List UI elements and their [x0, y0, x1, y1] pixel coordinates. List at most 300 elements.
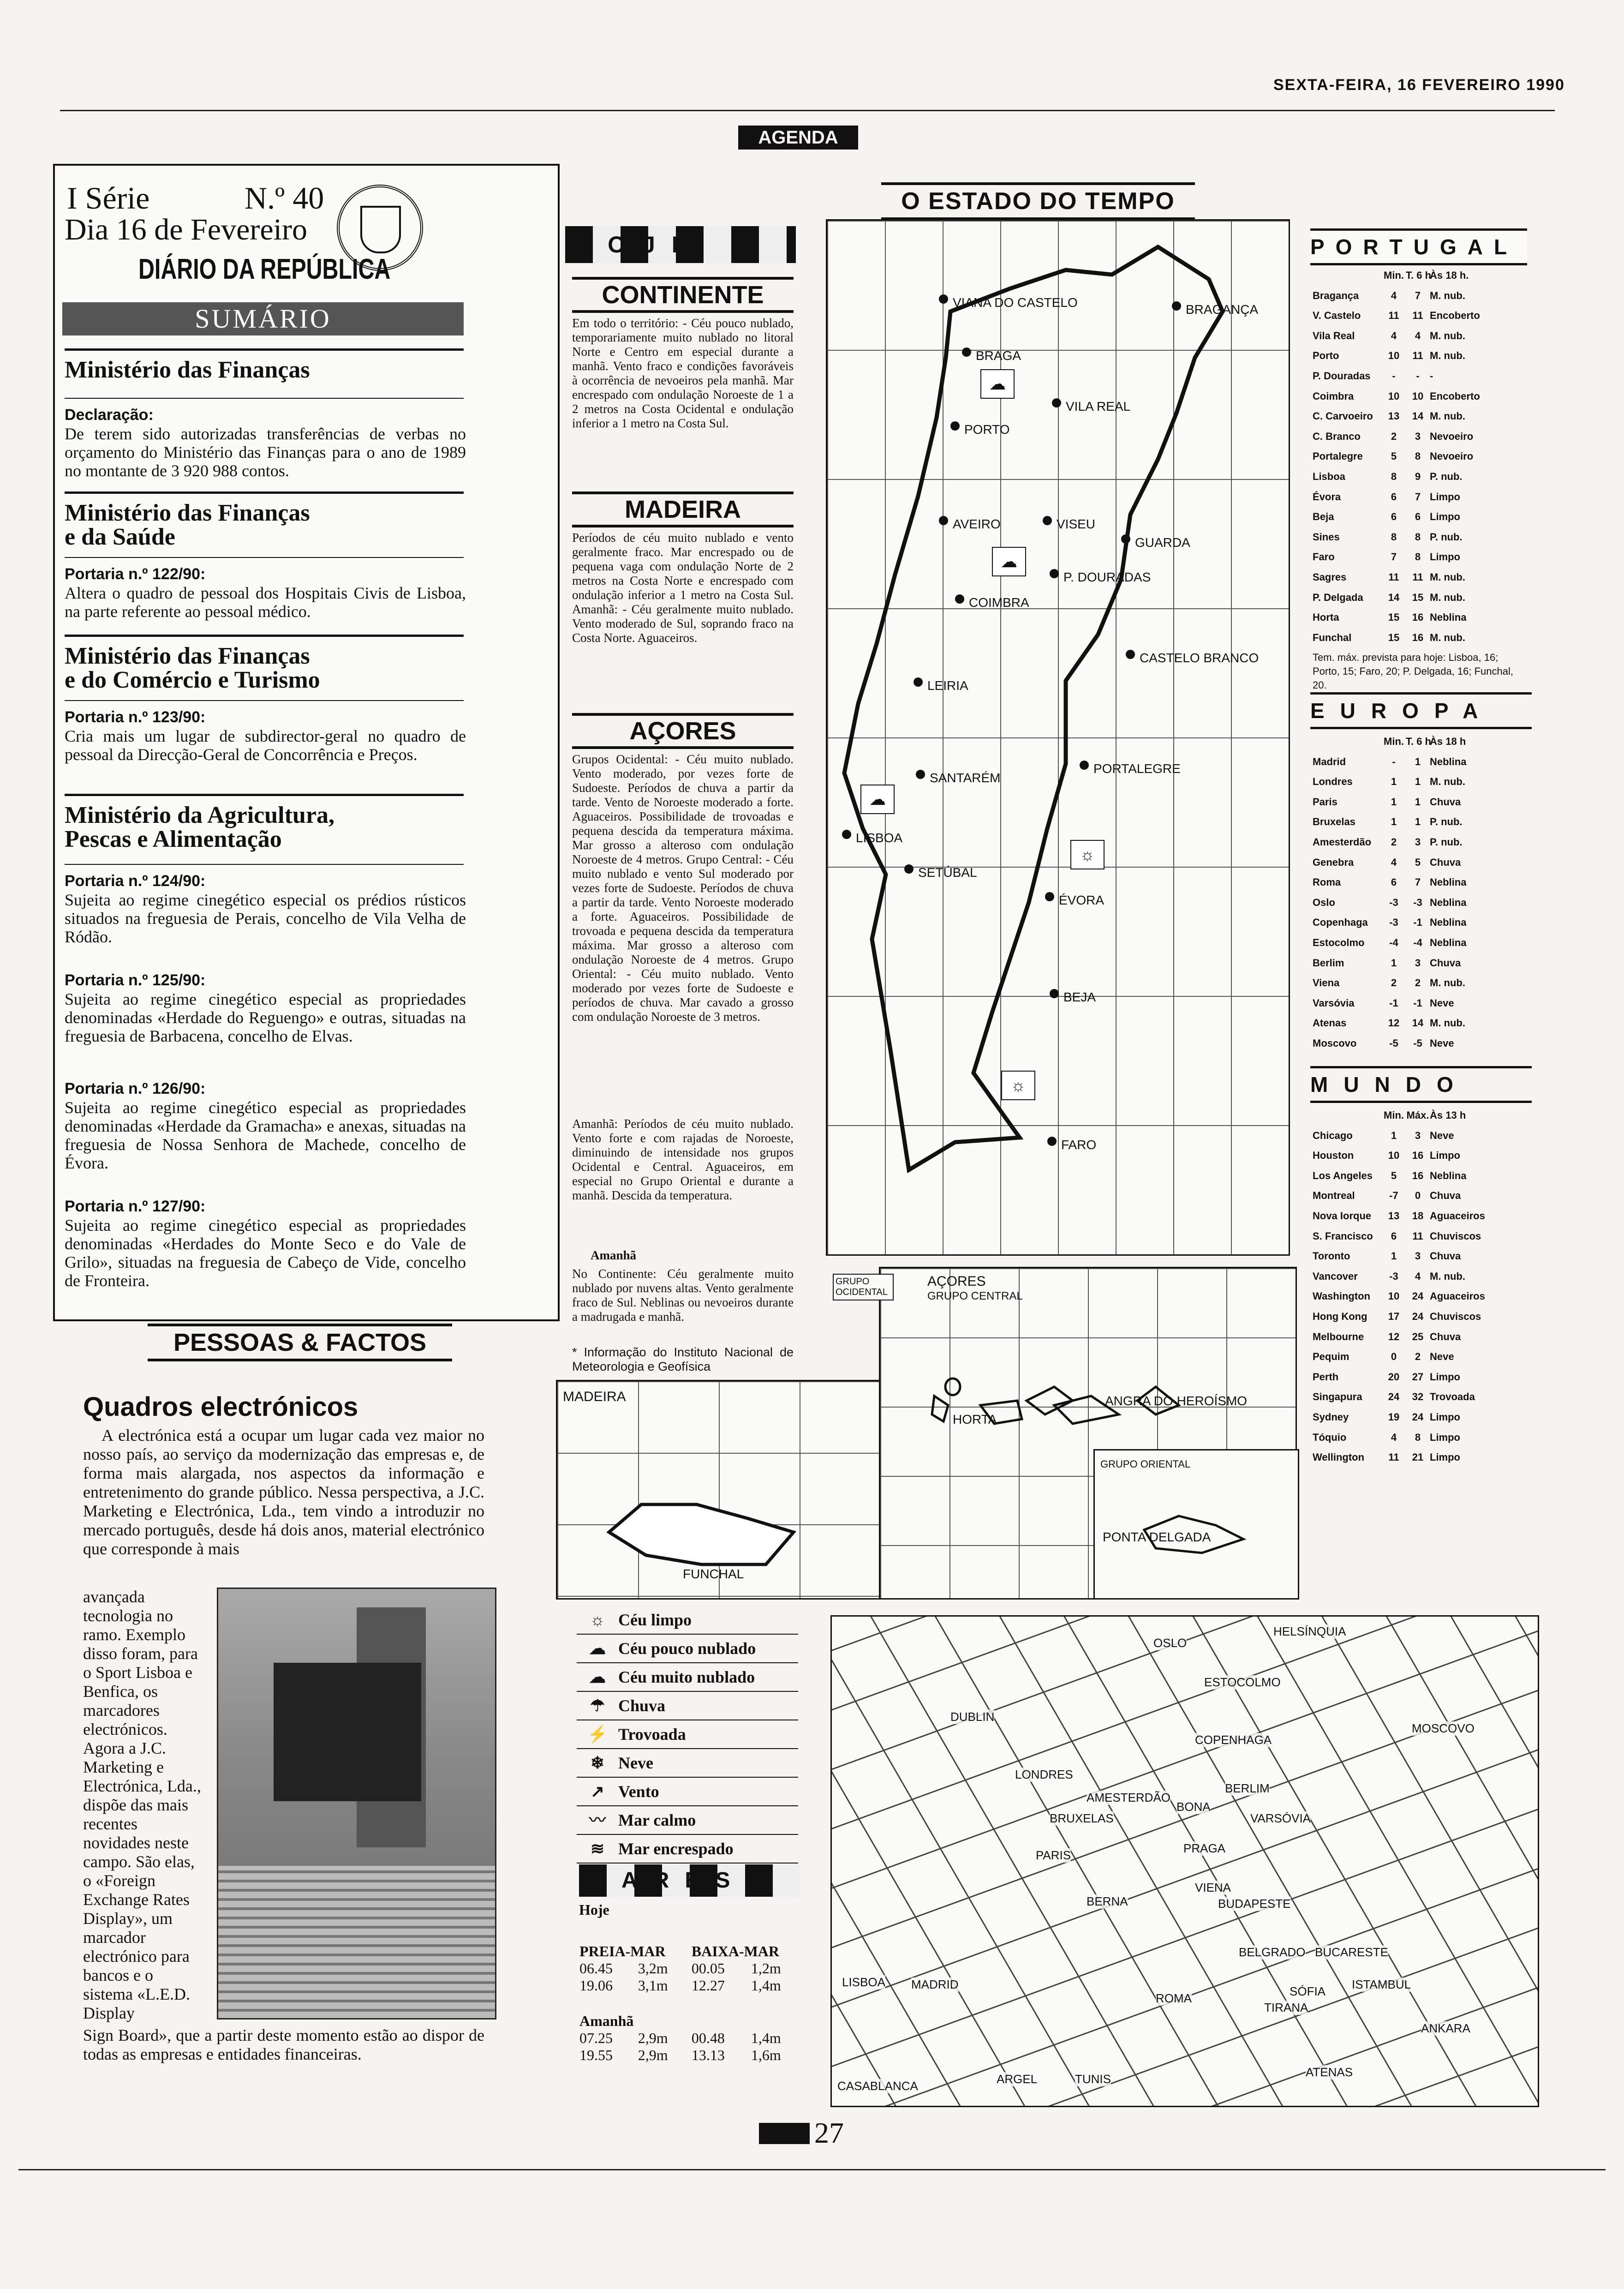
legend-label: Chuva	[618, 1696, 666, 1715]
legend-item	[577, 1720, 798, 1749]
weather-legend	[577, 1606, 798, 1864]
weather-title: O ESTADO DO TEMPO	[881, 182, 1195, 220]
temp-min: 10	[1388, 1290, 1400, 1302]
station-name: S. Francisco	[1313, 1230, 1373, 1242]
ministry-underline	[65, 700, 464, 701]
temp-2: 2	[1415, 977, 1421, 989]
document-text: Sujeita ao regime cinegético especial as propriedades denominadas «Herdades do Monte Seco e do Vale de Grilo», situadas na freguesia de Cabeço de Vide, concelho de Fronteira.	[65, 1216, 466, 1290]
legend-label: Mar calmo	[618, 1811, 696, 1829]
section-title: AGENDA	[738, 126, 858, 150]
temp-min: 4	[1391, 856, 1397, 868]
temp-2: 8	[1415, 551, 1421, 563]
conditions: M. nub.	[1430, 631, 1465, 643]
conditions: Limpo	[1430, 1411, 1460, 1423]
station-name: Sines	[1313, 531, 1340, 543]
mares-row	[577, 2030, 803, 2047]
cloud-icon: ☁	[589, 1668, 606, 1686]
station-name: Madrid	[1313, 755, 1346, 767]
portugal-row	[1313, 366, 1529, 386]
mares-head: MARÉS	[579, 1864, 800, 1897]
station-name: Beja	[1313, 511, 1334, 523]
europe-city-label: VARSÓVIA	[1250, 1811, 1311, 1825]
temp-2: 3	[1415, 957, 1421, 969]
station-name: Oslo	[1313, 896, 1335, 908]
temp-2: 3	[1415, 1129, 1421, 1141]
ministry-rule	[65, 348, 464, 351]
temp-min: -4	[1389, 936, 1398, 948]
station-name: Chicago	[1313, 1129, 1353, 1141]
conditions: Neblina	[1430, 876, 1467, 888]
mundo-row	[1313, 1266, 1529, 1287]
temp-min: 10	[1388, 390, 1400, 402]
station-name: Moscovo	[1313, 1037, 1357, 1049]
temp-min: 14	[1388, 591, 1400, 603]
conditions: Neblina	[1430, 755, 1467, 767]
temp-2: 8	[1415, 531, 1421, 543]
portugal-row	[1313, 547, 1529, 567]
legend-label: Trovoada	[618, 1725, 686, 1744]
europe-city-label: ANKARA	[1421, 2021, 1470, 2035]
document-heading: Portaria n.º 123/90:	[65, 708, 206, 726]
city-marker	[955, 594, 964, 604]
header-date: SEXTA-FEIRA, 16 FEVEREIRO 1990	[1273, 76, 1565, 94]
station-name: P. Delgada	[1313, 591, 1363, 603]
station-name: C. Branco	[1313, 430, 1361, 442]
europe-city-label: AMESTERDÃO	[1087, 1791, 1171, 1804]
temp-min: 0	[1391, 1351, 1397, 1363]
mundo-row	[1313, 1407, 1529, 1427]
temp-2: 24	[1412, 1310, 1424, 1322]
mares-cell: 07.25	[579, 2030, 613, 2046]
conditions: Limpo	[1430, 1451, 1460, 1463]
conditions: Limpo	[1430, 1431, 1460, 1443]
city-label: VIANA DO CASTELO	[953, 295, 1078, 310]
thunder-icon: ⚡	[587, 1725, 608, 1744]
temp-2: 7	[1415, 876, 1421, 888]
legend-label: Vento	[618, 1782, 659, 1801]
conditions: M. nub.	[1430, 350, 1465, 362]
acores-city-angra: ANGRA DO HEROÍSMO	[1105, 1394, 1248, 1408]
temp-2: 16	[1412, 611, 1424, 623]
conditions: Chuva	[1430, 1250, 1461, 1262]
mundo-row	[1313, 1206, 1529, 1226]
mundo-row	[1313, 1166, 1529, 1186]
europa-head: EUROPA	[1310, 692, 1532, 729]
weather-map-icon: ☁	[860, 785, 895, 814]
station-name: Viena	[1313, 977, 1340, 989]
temp-2: 8	[1415, 1431, 1421, 1443]
weather-map-icon: ☁	[992, 547, 1026, 576]
article-title: Quadros electrónicos	[83, 1392, 358, 1422]
continente-text: Em todo o território: - Céu pouco nublado, temporariamente muito nublado no litoral Norte e Centro em especial durante a manhã. Vento fraco e condições favoráveis à ocorrência de nevoeiros pela manhã. Mar encrespado com ondulação Noroeste de 1 a 2 metros na Costa Ocidental e ondulação inferior a 1 metro na Costa Sul.	[572, 316, 794, 430]
station-name: Sydney	[1313, 1411, 1349, 1423]
temp-2: -4	[1413, 936, 1422, 948]
dr-title: DIÁRIO DA REPÚBLICA	[138, 253, 391, 285]
europa-row	[1313, 973, 1529, 993]
europa-row	[1313, 912, 1529, 933]
conditions: Limpo	[1430, 1150, 1460, 1162]
temp-min: 6	[1391, 876, 1397, 888]
grupo-central-label: GRUPO CENTRAL	[927, 1290, 1023, 1302]
portugal-row	[1313, 628, 1529, 648]
europe-city-label: OSLO	[1153, 1636, 1187, 1650]
temp-min: 13	[1388, 410, 1400, 422]
document-heading: Portaria n.º 126/90:	[65, 1080, 206, 1097]
conditions: P. nub.	[1430, 816, 1463, 828]
temp-min: 12	[1388, 1330, 1400, 1342]
temp-2: 18	[1412, 1210, 1424, 1222]
temp-min: 7	[1391, 551, 1397, 563]
station-name: Sagres	[1313, 571, 1347, 583]
newspaper-logo-icon	[759, 2123, 810, 2144]
portugal-row	[1313, 567, 1529, 587]
article-paragraph-2: avançada tecnologia no ramo. Exemplo disso foram, para o Sport Lisboa e Benfica, os marcadores electrónicos. Agora a J.C. Marketing e Electrónica, Lda., dispõe das mais recentes novidades neste campo. São elas, o «Foreign Exchange Rates Display», um marcador electrónico para bancos e o sistema «L.E.D. Display	[83, 1588, 201, 2022]
temp-2: 25	[1412, 1330, 1424, 1342]
conditions: Chuviscos	[1430, 1230, 1481, 1242]
mares-cell: 00.05	[691, 1960, 725, 1977]
temp-2: -5	[1413, 1037, 1422, 1049]
mundo-row	[1313, 1327, 1529, 1347]
temp-2: 7	[1415, 289, 1421, 301]
conditions: Trovoada	[1430, 1391, 1475, 1403]
station-name: Bruxelas	[1313, 816, 1355, 828]
europe-city-label: PRAGA	[1183, 1841, 1226, 1855]
grupo-ocidental-label: GRUPO OCIDENTAL	[833, 1274, 894, 1300]
temp-min: 1	[1391, 816, 1397, 828]
conditions: Limpo	[1430, 511, 1460, 523]
city-label: BEJA	[1063, 990, 1096, 1004]
mundo-row	[1313, 1145, 1529, 1166]
conditions: Neblina	[1430, 936, 1467, 948]
europe-city-label: BUDAPESTE	[1218, 1897, 1291, 1911]
station-name: Toronto	[1313, 1250, 1350, 1262]
conditions: M. nub.	[1430, 1270, 1465, 1282]
mares-cell: 1,4m	[751, 2030, 781, 2046]
temp-2: 1	[1415, 796, 1421, 808]
amanha-text: No Continente: Céu geralmente muito nublado por nuvens altas. Vento geralmente fraco de Sul. Neblinas ou nevoeiros durante a madrugada e manhã.	[572, 1267, 794, 1324]
temp-2: 15	[1412, 591, 1424, 603]
station-name: Copenhaga	[1313, 917, 1368, 929]
station-name: Melbourne	[1313, 1330, 1364, 1342]
acores-islands	[879, 1267, 1294, 1597]
portugal-row	[1313, 446, 1529, 467]
mares-cell: 19.06	[579, 1977, 613, 1994]
mundo-row	[1313, 1126, 1529, 1146]
temp-2: 10	[1412, 390, 1424, 402]
europe-city-label: ROMA	[1156, 1991, 1192, 2005]
portugal-row	[1313, 527, 1529, 547]
conditions: Neve	[1430, 1037, 1454, 1049]
continente-head: CONTINENTE	[572, 277, 794, 313]
temp-2: 4	[1415, 330, 1421, 342]
mares-row	[577, 1977, 803, 1994]
madeira-head: MADEIRA	[572, 491, 794, 527]
acores-city-horta: HORTA	[953, 1412, 997, 1426]
legend-label: Céu limpo	[618, 1611, 692, 1629]
legend-label: Céu muito nublado	[618, 1668, 755, 1686]
temp-2: 6	[1415, 511, 1421, 523]
temp-min: 24	[1388, 1391, 1400, 1403]
europa-row	[1313, 812, 1529, 832]
station-name: C. Carvoeiro	[1313, 410, 1373, 422]
legend-item	[577, 1806, 798, 1835]
temp-min: 11	[1388, 571, 1399, 583]
coat-of-arms-icon	[337, 185, 423, 271]
europe-city-label: LISBOA	[842, 1975, 885, 1989]
temp-2: 7	[1415, 491, 1421, 503]
snow-icon: ❄	[590, 1754, 605, 1772]
temp-2: -1	[1413, 917, 1422, 929]
city-label: CASTELO BRANCO	[1140, 651, 1259, 665]
legend-item	[577, 1663, 798, 1692]
mares-cell: 1,6m	[751, 2047, 781, 2063]
ministry-name: Ministério da Agricultura,	[65, 802, 334, 828]
temp-2: 24	[1412, 1290, 1424, 1302]
city-marker	[962, 348, 971, 357]
mundo-row	[1313, 1306, 1529, 1327]
temp-min: 2	[1391, 430, 1397, 442]
temp-min: 8	[1391, 531, 1397, 543]
station-name: Houston	[1313, 1150, 1354, 1162]
temp-2: 3	[1415, 1250, 1421, 1262]
europa-col-2: T. 6 h	[1406, 736, 1432, 747]
city-label: PORTALEGRE	[1093, 761, 1181, 776]
temp-min: -1	[1389, 997, 1398, 1009]
temp-2: 2	[1415, 1351, 1421, 1363]
station-name: Genebra	[1313, 856, 1354, 868]
temp-min: 4	[1391, 289, 1397, 301]
station-name: Perth	[1313, 1371, 1339, 1383]
portugal-row	[1313, 326, 1529, 346]
temp-2: 27	[1412, 1371, 1424, 1383]
temp-min: -7	[1389, 1190, 1398, 1202]
temp-min: 15	[1388, 631, 1400, 643]
ministry-name: e do Comércio e Turismo	[65, 667, 320, 693]
portugal-col-min: Min.	[1384, 270, 1404, 281]
city-marker	[1045, 892, 1054, 901]
station-name: Évora	[1313, 491, 1341, 503]
city-label: LEIRIA	[927, 678, 968, 693]
europe-city-label: BONA	[1176, 1800, 1211, 1814]
conditions: Encoberto	[1430, 310, 1480, 322]
europe-city-label: BERLIM	[1225, 1781, 1270, 1795]
mares-preia-head: PREIA-MAR	[579, 1943, 666, 1959]
legend-item	[577, 1606, 798, 1635]
europe-city-label: VIENA	[1195, 1881, 1231, 1894]
temp-min: 12	[1388, 1017, 1400, 1029]
temp-2: 3	[1415, 430, 1421, 442]
mundo-col-3: Às 13 h	[1430, 1109, 1466, 1121]
hoje-head: HOJE	[565, 226, 796, 263]
city-label: BRAGANÇA	[1186, 302, 1259, 317]
temp-2: 16	[1412, 1169, 1424, 1181]
temp-min: 5	[1391, 450, 1397, 462]
temp-min: 1	[1391, 1250, 1397, 1262]
rain-icon: ☂	[590, 1696, 605, 1715]
city-marker	[1172, 301, 1181, 311]
temp-2: 1	[1415, 816, 1421, 828]
city-label: ÉVORA	[1059, 893, 1105, 907]
temp-min: 5	[1391, 1169, 1397, 1181]
europa-table	[1313, 731, 1529, 1054]
station-name: Singapura	[1313, 1391, 1362, 1403]
europe-city-label: MADRID	[911, 1977, 959, 1991]
portugal-row	[1313, 406, 1529, 426]
city-label: GUARDA	[1135, 535, 1190, 550]
legend-item	[577, 1692, 798, 1720]
conditions: M. nub.	[1430, 776, 1465, 788]
city-label: SANTARÉM	[930, 771, 1001, 785]
wind-icon: ↗	[590, 1782, 605, 1801]
portugal-row	[1313, 386, 1529, 407]
mundo-row	[1313, 1226, 1529, 1246]
grupo-oriental-label: GRUPO ORIENTAL	[1100, 1458, 1191, 1470]
station-name: Faro	[1313, 551, 1335, 563]
mundo-row	[1313, 1286, 1529, 1306]
amanha-head: Amanhã	[591, 1248, 637, 1262]
portugal-col-3: Às 18 h.	[1430, 270, 1469, 281]
ministry-rule	[65, 794, 464, 796]
city-marker	[916, 770, 925, 779]
temp-min: 2	[1391, 977, 1397, 989]
europe-city-label: TUNIS	[1075, 2072, 1111, 2086]
conditions: Chuva	[1430, 856, 1461, 868]
europe-city-label: MOSCOVO	[1412, 1721, 1475, 1735]
mares-cell: 3,2m	[638, 1960, 668, 1977]
mares-baixa-head: BAIXA-MAR	[691, 1943, 780, 1959]
station-name: Wellington	[1313, 1451, 1365, 1463]
europe-city-label: PARIS	[1036, 1848, 1071, 1862]
temp-min: 11	[1388, 310, 1399, 322]
temp-min: 1	[1391, 776, 1397, 788]
ministry-rule	[65, 491, 464, 494]
portugal-row	[1313, 467, 1529, 487]
city-label: BRAGA	[976, 348, 1021, 363]
conditions: M. nub.	[1430, 571, 1465, 583]
weather-map-icon: ☼	[1001, 1071, 1035, 1100]
portugal-table	[1313, 265, 1529, 647]
station-name: Coimbra	[1313, 390, 1354, 402]
madeira-text: Períodos de céu muito nublado e vento geralmente fraco. Mar encrespado ou de pequena vaga com ondulação Norte de 2 metros na Costa Norte e encrespado com ondulação inferior a 1 metro na Costa Sul. Amanhã: - Céu geralmente muito nublado. Vento moderado de Sul, soprando fraco na Costa Norte. Aguaceiros.	[572, 531, 794, 645]
mares-cell: 1,4m	[751, 1977, 781, 1994]
temp-min: -3	[1389, 1270, 1398, 1282]
europa-row	[1313, 953, 1529, 973]
conditions: M. nub.	[1430, 289, 1465, 301]
city-marker	[1050, 569, 1059, 578]
conditions: Aguaceiros	[1430, 1290, 1485, 1302]
ministry-underline	[65, 398, 464, 399]
legend-label: Céu pouco nublado	[618, 1639, 756, 1658]
portugal-column-head	[1313, 265, 1529, 286]
europa-row	[1313, 893, 1529, 913]
temp-2: 16	[1412, 1150, 1424, 1162]
temp-min: 6	[1391, 1230, 1397, 1242]
temp-min: 2	[1391, 836, 1397, 848]
conditions: Limpo	[1430, 1371, 1460, 1383]
temp-2: 14	[1412, 1017, 1424, 1029]
dr-dia: Dia 16 de Fevereiro	[65, 213, 307, 246]
portugal-row	[1313, 306, 1529, 326]
temp-min: 10	[1388, 350, 1400, 362]
mares-cell: 12.27	[691, 1977, 725, 1994]
station-name: Porto	[1313, 350, 1339, 362]
dr-serie: I Série	[67, 180, 150, 216]
temp-min: -	[1392, 370, 1396, 382]
partly-cloudy-icon: ☁	[589, 1639, 606, 1658]
ministry-name: Pescas e Alimentação	[65, 826, 282, 852]
city-marker	[1052, 398, 1061, 407]
conditions: Neve	[1430, 1351, 1454, 1363]
header-rule	[60, 110, 1555, 111]
acores-text: Grupos Ocidental: - Céu muito nublado. Vento moderado, por vezes forte de Sudoeste. Períodos de chuva a partir da tarde. Vento de Noroeste moderado a forte. Aguaceiros. Possibilidade de trovoadas e pequena descida da temperatura máxima. Mar grosso a alteroso com ondulação Noroeste de 4 metros. Grupo Central: - Céu muito nublado e vento Sul moderado por vezes forte de Sudoeste. Períodos de chuva a partir da tarde. Vento Noroeste moderado a forte. Aguaceiros. Possibilidade de trovoada e pequena descida da temperatura máxima. Mar grosso a alteroso com ondulação Noroeste de 4 metros. Grupo Oriental: - Céu muito nublado. Vento moderado por vezes forte de Sudoeste e períodos de chuva. Mar cavado a grosso com ondulação Noroeste de 3 metros.	[572, 752, 794, 1024]
portugal-row	[1313, 426, 1529, 447]
city-marker	[1126, 650, 1135, 659]
weather-map-icon: ☼	[1070, 840, 1105, 869]
conditions: M. nub.	[1430, 977, 1465, 989]
legend-label: Neve	[618, 1754, 653, 1772]
temp-2: 1	[1415, 755, 1421, 767]
europe-city-label: ESTOCOLMO	[1204, 1675, 1281, 1689]
portugal-row	[1313, 507, 1529, 527]
conditions: M. nub.	[1430, 330, 1465, 342]
europe-city-label: BRUXELAS	[1050, 1811, 1114, 1825]
temp-min: 1	[1391, 1129, 1397, 1141]
portugal-note: Tem. máx. prevista para hoje: Lisboa, 16; Porto, 15; Faro, 20; P. Delgada, 16; Funchal, 20.	[1313, 652, 1513, 691]
city-marker	[1080, 761, 1089, 770]
ministry-underline	[65, 864, 464, 865]
europe-city-label: DUBLIN	[950, 1710, 995, 1724]
temp-min: -5	[1389, 1037, 1398, 1049]
conditions: Encoberto	[1430, 390, 1480, 402]
temp-min: 6	[1391, 491, 1397, 503]
temp-min: 1	[1391, 957, 1397, 969]
madeira-island	[600, 1477, 807, 1578]
station-name: Portalegre	[1313, 450, 1363, 462]
mares-cell: 06.45	[579, 1960, 613, 1977]
document-text: Sujeita ao regime cinegético especial os prédios rústicos situados na freguesia de Perais, concelho de Vila Velha de Ródão.	[65, 891, 466, 946]
city-label: COIMBRA	[969, 595, 1029, 610]
mundo-row	[1313, 1186, 1529, 1206]
conditions: M. nub.	[1430, 591, 1465, 603]
station-name: Tóquio	[1313, 1431, 1347, 1443]
temp-2: 11	[1412, 1230, 1423, 1242]
station-name: Washington	[1313, 1290, 1371, 1302]
city-label: AVEIRO	[953, 517, 1001, 531]
legend-item	[577, 1835, 798, 1864]
conditions: M. nub.	[1430, 1017, 1465, 1029]
temp-2: 21	[1412, 1451, 1424, 1463]
temp-min: 8	[1391, 470, 1397, 482]
mares-cell: 3,1m	[638, 1977, 668, 1994]
station-name: Atenas	[1313, 1017, 1347, 1029]
legend-item	[577, 1635, 798, 1663]
mundo-col-2: Máx.	[1406, 1109, 1429, 1121]
europa-col-3: Às 18 h	[1430, 736, 1466, 747]
portugal-row	[1313, 346, 1529, 366]
conditions: Chuva	[1430, 796, 1461, 808]
portugal-row	[1313, 607, 1529, 628]
station-name: Amesterdão	[1313, 836, 1372, 848]
station-name: P. Douradas	[1313, 370, 1371, 382]
city-label: PORTO	[964, 422, 1010, 437]
conditions: Neblina	[1430, 896, 1467, 908]
europa-row	[1313, 872, 1529, 893]
temp-2: -3	[1413, 896, 1422, 908]
conditions: Neve	[1430, 997, 1454, 1009]
temp-2: 16	[1412, 631, 1424, 643]
city-marker	[1050, 989, 1059, 998]
europe-city-label: ISTAMBUL	[1352, 1977, 1411, 1991]
